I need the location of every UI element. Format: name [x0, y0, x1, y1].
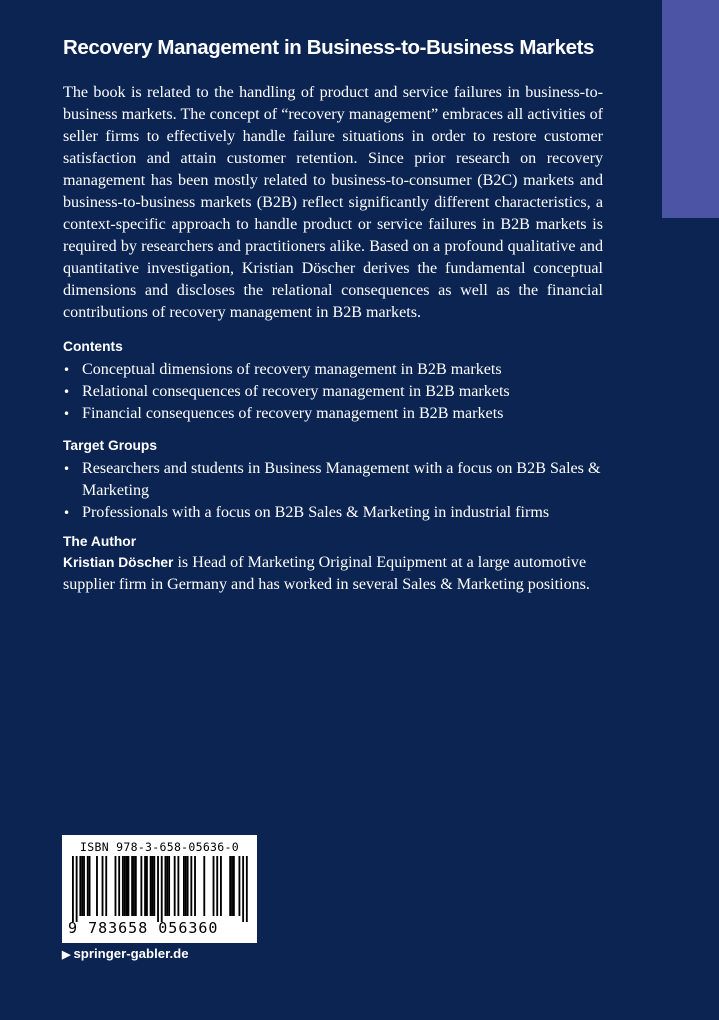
barcode-bar [128, 856, 130, 916]
barcode-bar [190, 856, 192, 916]
barcode-bar [185, 856, 187, 916]
barcode-bar [166, 856, 168, 916]
barcode-bar [233, 856, 235, 916]
ean-right-group: 056360 [158, 919, 219, 937]
barcode-bar [187, 856, 189, 916]
accent-bar [662, 0, 719, 218]
barcode-bar [133, 856, 135, 916]
barcode-bar [72, 856, 74, 922]
author-name: Kristian Döscher [63, 555, 174, 570]
barcode-bar [76, 856, 78, 922]
barcode-bar [89, 856, 91, 916]
barcode-bar [183, 856, 185, 916]
barcode-bar [231, 856, 233, 916]
barcode-bar [177, 856, 179, 916]
list-item: • Professionals with a focus on B2B Sales & Marketing in industrial firms [63, 502, 603, 524]
barcode-bar [165, 856, 167, 916]
contents-list [63, 359, 603, 425]
list-item: • Researchers and students in Business Management with a focus on B2B Sales & Marketing [63, 460, 601, 499]
barcode-bar [126, 856, 128, 916]
ean-digits [68, 919, 253, 937]
barcode-bar [203, 856, 205, 916]
barcode-bar [102, 856, 104, 916]
barcode-bar [81, 856, 83, 916]
back-cover-content [63, 82, 603, 596]
barcode-bar [122, 856, 124, 916]
bullet-icon: • [63, 506, 71, 520]
book-description: The book is related to the handling of product and service failures in business-to-business markets. The concept of “recovery management” embraces all activities of seller firms to effectively handle failure situations in order to restore customer satisfaction and attain customer retention. Since prior research on recovery management has been mostly related to business-to-consumer (B2C) markets and business-to-business markets (B2B) reflect significantly different characteristics, a context-specific approach to handle product or service failures in B2B markets is required by researchers and practitioners alike. Based on a profound qualitative and quantitative investigation, Kristian Döscher derives the fundamental conceptual dimensions and discloses the relational consequences as well as the financial contributions of recovery management in B2B markets. [63, 84, 603, 321]
barcode-bar [229, 856, 231, 916]
barcode-bar [105, 856, 107, 916]
barcode-box [62, 835, 257, 943]
barcode-bar [220, 856, 222, 916]
barcode-bar [144, 856, 146, 916]
barcode-bar [118, 856, 120, 916]
barcode-bar [194, 856, 196, 916]
barcode-bar [161, 856, 163, 922]
list-item: • Financial consequences of recovery management in B2B markets [63, 403, 603, 425]
ean-first-digit: 9 [68, 919, 79, 937]
barcode-bar [152, 856, 154, 916]
list-item: • Relational consequences of recovery management in B2B markets [63, 381, 603, 403]
bullet-icon: • [63, 385, 71, 399]
barcode-bar [87, 856, 89, 916]
barcode-bar [79, 856, 81, 916]
isbn-label: ISBN 978-3-658-05636-0 [80, 840, 239, 854]
barcode-bar [131, 856, 133, 916]
author-heading: The Author [63, 534, 137, 549]
barcode-bar [135, 856, 137, 916]
barcode-bar [124, 856, 126, 916]
barcode-icon [72, 856, 248, 922]
bullet-icon: • [63, 462, 71, 476]
contents-heading: Contents [63, 339, 123, 354]
barcode-bar [168, 856, 170, 916]
author-bio [63, 552, 603, 596]
ean-left-group: 783658 [88, 919, 149, 937]
barcode-bar [174, 856, 176, 916]
barcode-bar [153, 856, 155, 916]
list-item: • Conceptual dimensions of recovery management in B2B markets [63, 359, 603, 381]
author-bio-text: is Head of Marketing Original Equipment at a large automotive supplier firm in Germany and has worked in several Sales & Marketing positions. [63, 554, 590, 593]
target-groups-list [63, 458, 603, 524]
barcode-bar [96, 856, 98, 916]
target-groups-heading: Target Groups [63, 438, 158, 453]
barcode-bar [239, 856, 241, 916]
book-title: Recovery Management in Business-to-Business Markets [63, 36, 594, 59]
barcode-bar [140, 856, 142, 916]
play-arrow-icon: ▶ [62, 949, 71, 961]
barcode-bar [242, 856, 244, 922]
barcode-bar [213, 856, 215, 916]
barcode-bar [157, 856, 159, 922]
barcode-bar [146, 856, 148, 916]
barcode-bar [115, 856, 117, 916]
barcode-bar [216, 856, 218, 916]
bullet-icon: • [63, 407, 71, 421]
publisher-name: springer-gabler.de [73, 946, 189, 961]
barcode-bar [246, 856, 248, 922]
publisher-link[interactable] [62, 946, 189, 961]
barcode-bar [150, 856, 152, 916]
barcode-bar [83, 856, 85, 916]
bullet-icon: • [63, 363, 71, 377]
